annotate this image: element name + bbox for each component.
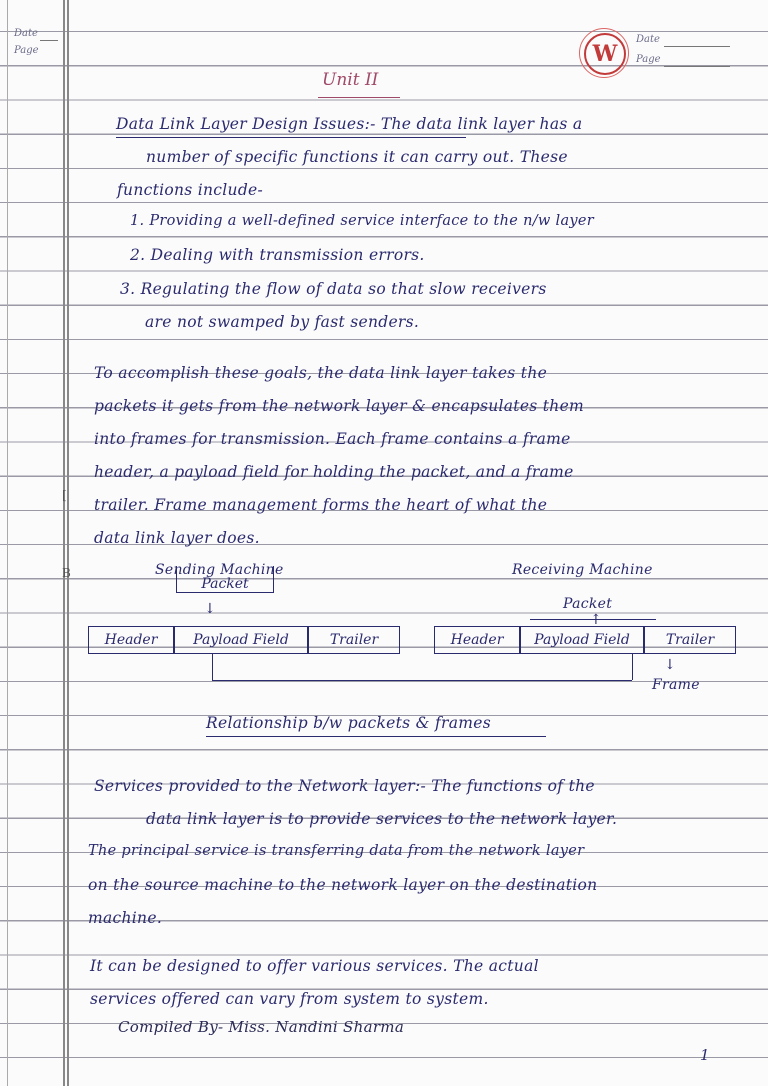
left-margin-line-2 [67, 0, 69, 1086]
right-page-blank [664, 66, 730, 67]
margin-mark: [ [62, 488, 67, 502]
sender-packet-box: Packet [176, 566, 274, 593]
receiver-packet-label: Packet [563, 596, 613, 612]
frame-bracket-bottom [212, 680, 632, 681]
text-line: data link layer is to provide services to the network layer. [146, 810, 618, 828]
text-line: packets it gets from the network layer & encapsulates them [94, 397, 585, 415]
down-arrow-icon: ↓ [204, 601, 216, 617]
left-margin-line [63, 0, 65, 1086]
text-line: services offered can vary from system to system. [90, 990, 489, 1008]
text-line: header, a payload field for holding the packet, and a frame [94, 463, 574, 481]
title-underline [318, 97, 400, 98]
text-line: into frames for transmission. Each frame contains a frame [94, 430, 571, 448]
frame-label: Frame [652, 677, 700, 693]
page-title: Unit II [322, 70, 379, 90]
text-line: number of specific functions it can carry out. These [146, 148, 568, 166]
right-date-blank [664, 46, 730, 47]
text-line: It can be designed to offer various services. The actual [90, 957, 539, 975]
text-line: trailer. Frame management forms the heart of what the [94, 496, 548, 514]
margin-mark: B [62, 566, 71, 580]
page-number: 1 [700, 1046, 710, 1064]
list-item: 1. Providing a well-defined service interface to the n/w layer [130, 213, 595, 229]
text-line: functions include- [117, 181, 264, 199]
sender-trailer-cell: Trailer [308, 626, 400, 654]
frame-bracket-left [212, 654, 213, 680]
caption-underline [206, 736, 546, 737]
sending-machine-label: Sending Machine [155, 562, 284, 578]
left-date-label: Date [14, 28, 38, 39]
services-heading-line: Services provided to the Network layer:- The functions of the [94, 777, 595, 795]
text-line: data link layer does. [94, 529, 260, 547]
receiver-header-cell: Header [434, 626, 520, 654]
frame-arrow-icon: ↓ [664, 657, 676, 673]
right-date-label: Date [636, 34, 660, 45]
brand-logo: W [584, 33, 626, 75]
sender-payload-cell: Payload Field [174, 626, 308, 654]
compiled-by: Compiled By- Miss. Nandini Sharma [118, 1018, 405, 1036]
heading-underline [116, 137, 466, 138]
packet-bracket-line [530, 619, 656, 620]
text-line: The principal service is transferring data from the network layer [88, 843, 585, 859]
receiver-payload-cell: Payload Field [520, 626, 644, 654]
left-page-label: Page [14, 45, 39, 56]
right-page-label: Page [636, 54, 661, 65]
text-line: on the source machine to the network layer on the destination [88, 876, 598, 894]
text-line: To accomplish these goals, the data link layer takes the [94, 364, 548, 382]
receiver-trailer-cell: Trailer [644, 626, 736, 654]
list-item: 2. Dealing with transmission errors. [130, 246, 425, 264]
frame-bracket-right [632, 654, 633, 680]
sender-header-cell: Header [88, 626, 174, 654]
list-item: 3. Regulating the flow of data so that slow receivers [120, 280, 547, 298]
receiving-machine-label: Receiving Machine [512, 562, 653, 578]
list-item: are not swamped by fast senders. [145, 313, 420, 331]
text-line: machine. [88, 909, 163, 927]
binding-edge [7, 0, 8, 1086]
text-line: Data Link Layer Design Issues:- The data link layer has a [116, 115, 583, 133]
diagram-caption: Relationship b/w packets & frames [206, 714, 491, 732]
left-date-blank [40, 40, 58, 41]
